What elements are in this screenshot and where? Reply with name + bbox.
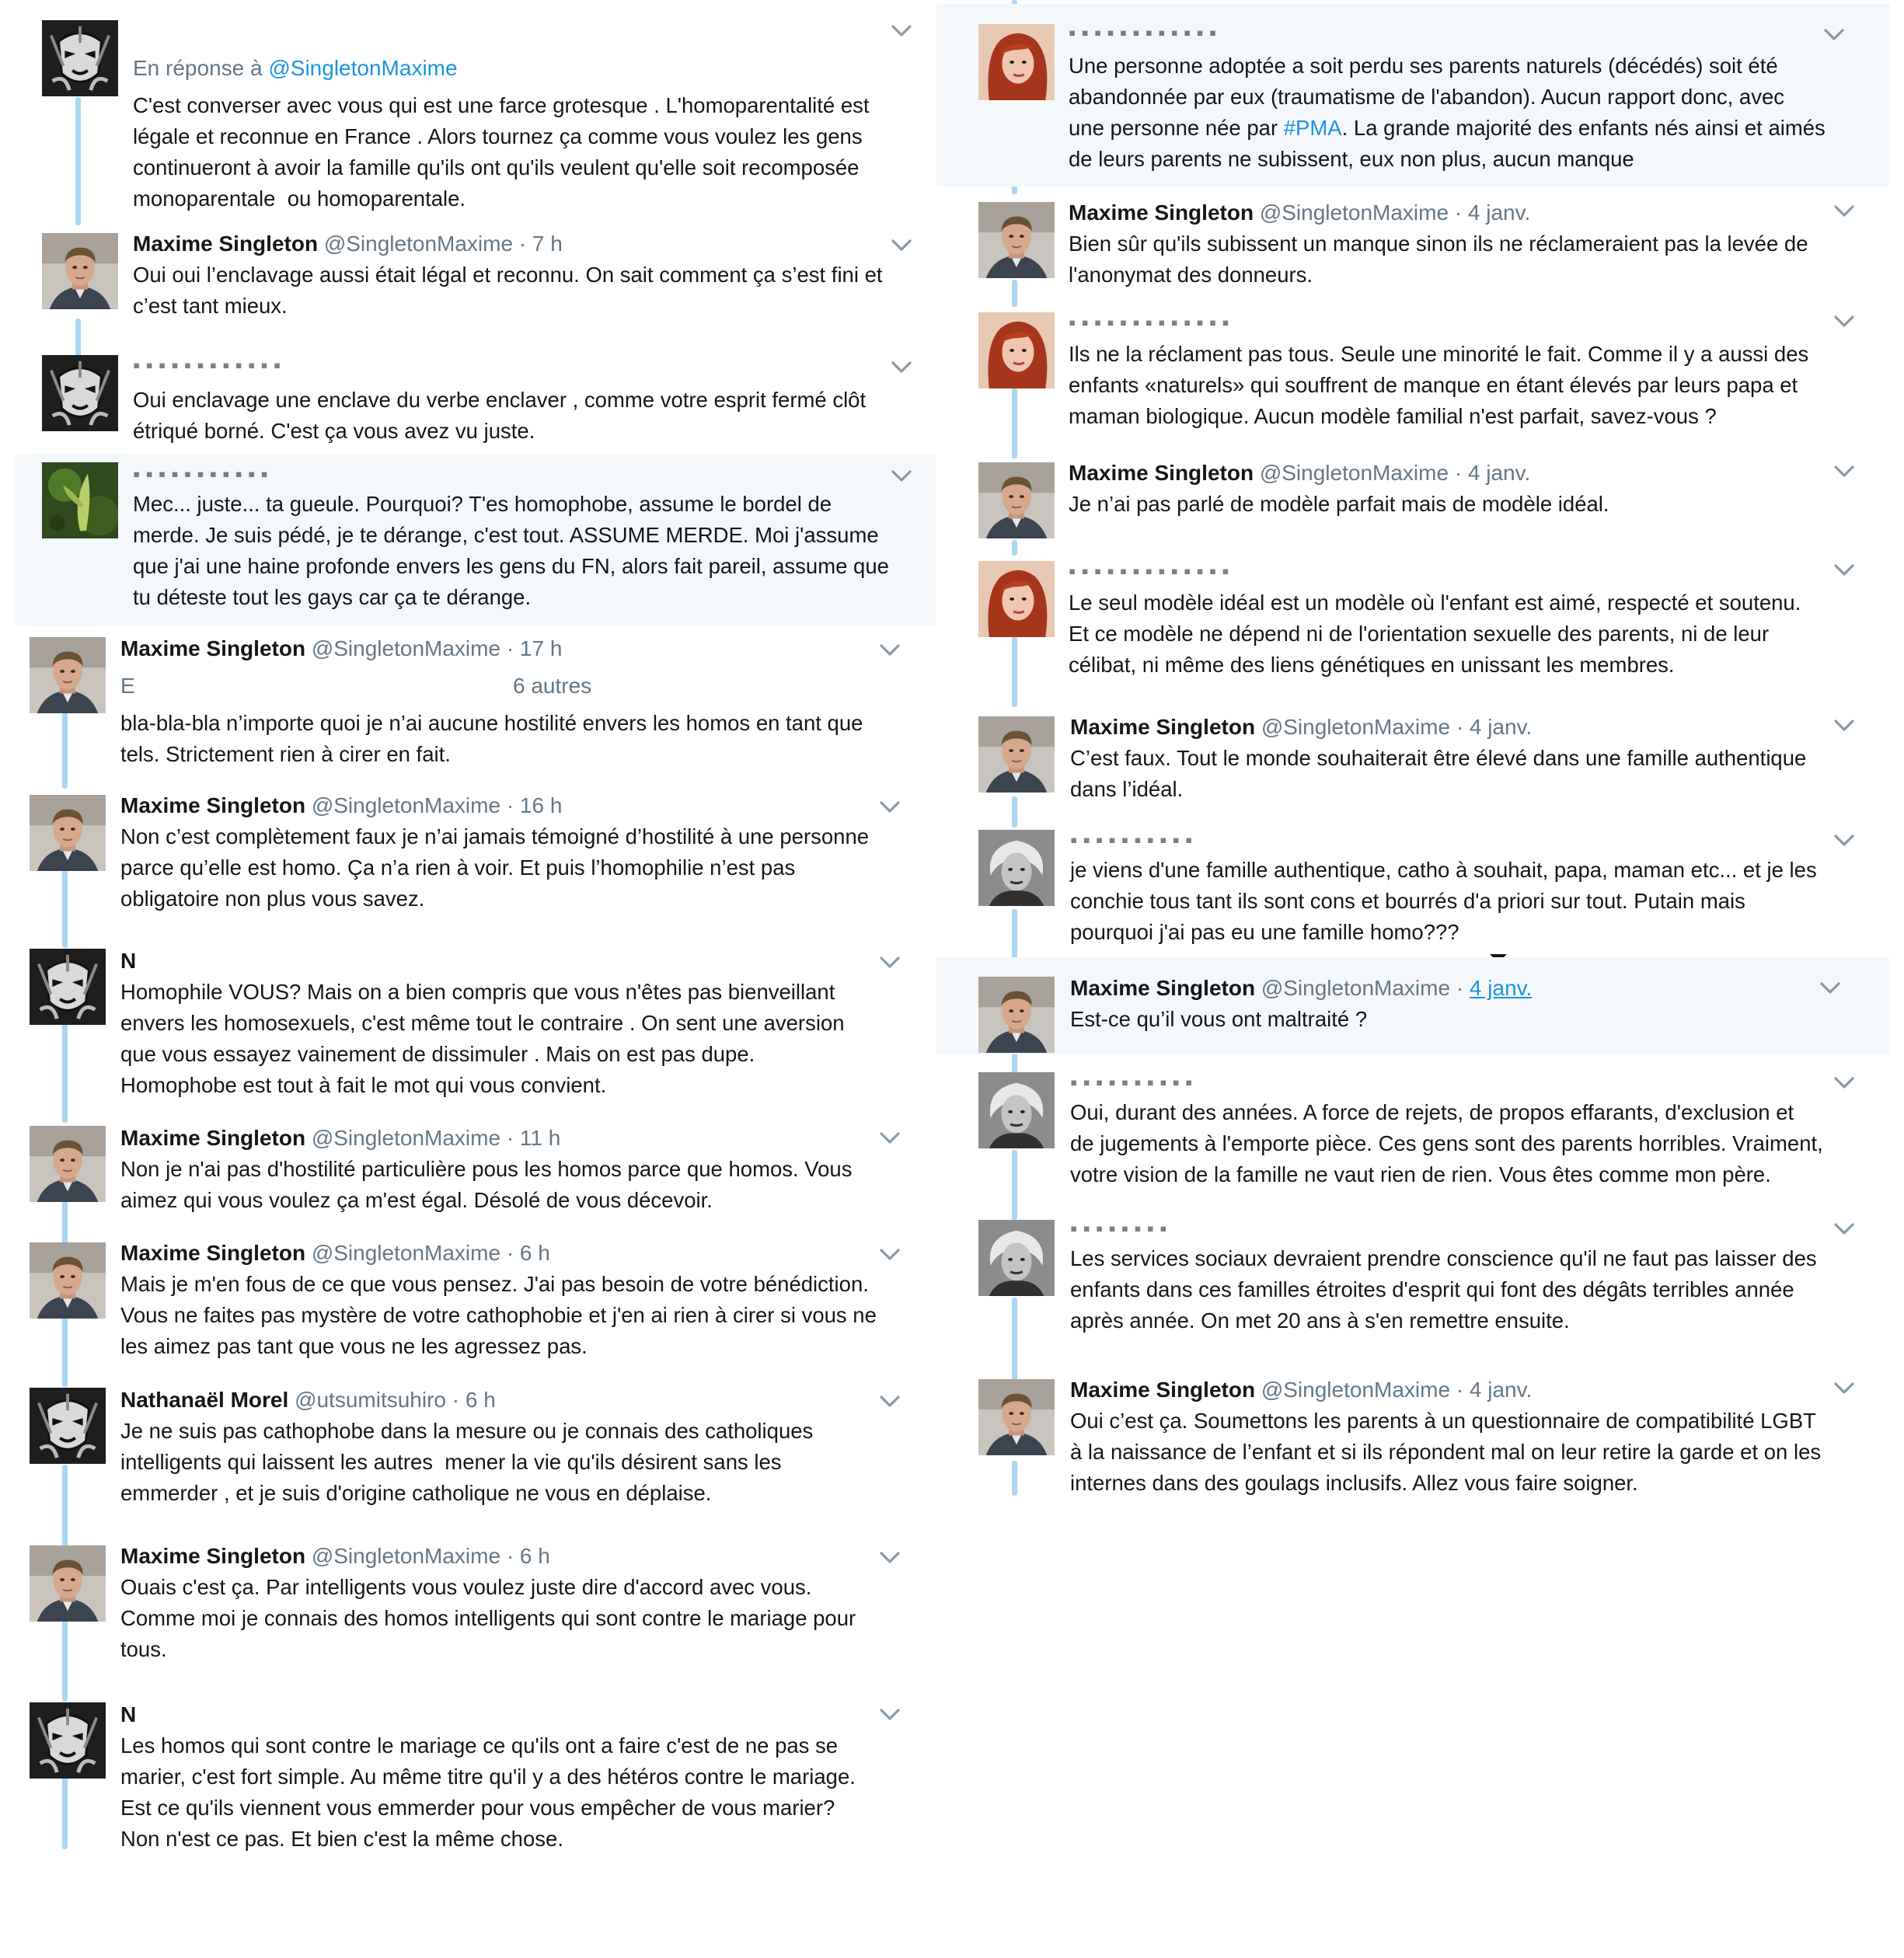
author-handle[interactable]: @SingletonMaxime [323,232,514,256]
avatar[interactable] [30,1388,106,1464]
chevron-down-icon[interactable] [1833,1075,1856,1091]
chevron-down-icon[interactable] [1833,1221,1856,1237]
author-name[interactable]: Maxime Singleton [120,1241,306,1265]
author-handle[interactable]: @SingletonMaxime [1259,200,1449,225]
author-handle[interactable]: @SingletonMaxime [311,793,501,817]
tweet[interactable] [0,354,936,455]
avatar[interactable] [978,561,1055,637]
chevron-down-icon[interactable] [878,1707,901,1723]
author-name[interactable]: Maxime Singleton [1070,1378,1256,1402]
avatar[interactable] [30,1126,106,1202]
tweet-text: Bien sûr qu'ils subissent un manque sinon ils ne réclameraient pas la levée de l'anonymat des donneurs. [1069,232,1808,287]
tweet-header [120,1541,550,1572]
tweet-text: Oui, durant des années. A force de rejets, de propos effarants, d'exclusion et de jugements à l'emporte pièce. Ces gens sont des parents horribles. Vraiment, votre vision de la famille ne vaut rien de rien. Vous êtes comme mon père. [1070,1100,1823,1186]
avatar[interactable] [42,462,118,538]
chevron-down-icon[interactable] [1833,833,1856,848]
author-handle[interactable]: @SingletonMaxime [1259,461,1449,485]
tweet[interactable] [0,1123,936,1224]
avatar[interactable] [30,795,106,871]
tweet[interactable] [936,822,1904,950]
author-name[interactable]: Maxime Singleton [120,793,306,817]
author-name-fragment[interactable]: N [120,1702,137,1726]
avatar[interactable] [978,977,1055,1053]
avatar[interactable] [42,233,118,309]
tweet-text: je viens d'une famille authentique, catho à souhait, papa, maman etc... et je les conchie tous tant ils sont cons et bourrés d'a priori sur tout. Putain mais pourquoi j'ai pas eu une famille homo??? [1070,858,1817,944]
redacted-header: ▪ ▪ ▪ ▪ ▪ ▪ ▪ ▪ ▪ ▪ ▪ [133,462,268,486]
reply-mention-link[interactable]: @SingletonMaxime [268,56,458,80]
tweet-highlighted[interactable] [14,455,936,625]
avatar[interactable] [30,637,106,713]
tweet-date[interactable]: · 11 h [506,1126,561,1150]
chevron-down-icon[interactable] [878,800,901,815]
chevron-down-icon[interactable] [1833,718,1856,733]
author-name[interactable]: Maxime Singleton [1070,976,1256,1000]
tweet-header [120,1699,136,1730]
tweet-text: Ouais c'est ça. Par intelligents vous voulez juste dire d'accord avec vous. Comme moi je connais des homos intelligents qui sont contre le mariage pour tous. [120,1575,856,1661]
right-thread-column [936,0,1904,1958]
tweet-header [120,633,562,664]
redacted-header: ▪ ▪ ▪ ▪ ▪ ▪ ▪ ▪ ▪ ▪ ▪ ▪ [133,354,281,377]
avatar[interactable] [30,1242,106,1319]
avatar[interactable] [978,462,1055,538]
chevron-down-icon[interactable] [1833,464,1856,479]
tweet-text: Les homos qui sont contre le mariage ce qu'ils ont a faire c'est de ne pas se marier, c'est fort simple. Au même titre qu'il y a des hétéros contre le mariage. Est ce qu'ils viennent vous emmerder pour vous empêcher de vous marier? Non n'est ce pas. Et bien c'est la même chose. [120,1733,856,1851]
chevron-down-icon[interactable] [1833,1381,1856,1396]
author-handle[interactable]: @utsumitsuhiro [295,1388,446,1412]
avatar[interactable] [978,312,1055,388]
tweet-highlighted[interactable] [936,4,1890,186]
tweet[interactable] [936,455,1904,544]
chevron-down-icon[interactable] [890,469,913,484]
chevron-down-icon[interactable] [878,1394,901,1409]
tweet-header [120,1123,560,1154]
tweet-header [120,1385,496,1416]
author-name[interactable]: Maxime Singleton [120,636,306,660]
tweet-date[interactable]: · 4 janv. [1454,461,1531,485]
tweet[interactable] [0,1238,936,1378]
author-name-fragment[interactable]: N [120,949,137,973]
left-thread-column [0,0,936,1958]
avatar[interactable] [30,949,106,1025]
tweet-date[interactable]: · 7 h [518,232,563,256]
tweet[interactable] [0,1698,936,1876]
reply-others-link[interactable]: 6 autres [513,674,592,698]
avatar[interactable] [42,20,118,96]
author-name[interactable]: Maxime Singleton [120,1544,306,1568]
tweet-text: Je ne suis pas cathophobe dans la mesure ou je connais des catholiques intelligents qui laissent les autres mener la vie qu'ils désirent sans les emmerder , et je suis d'origine catholique ne vous en déplaise. [120,1419,814,1505]
tweet[interactable] [0,1541,936,1688]
chevron-down-icon[interactable] [878,1131,901,1146]
tweet-header [1070,712,1532,743]
avatar[interactable] [978,1220,1055,1296]
chevron-down-icon[interactable] [890,238,913,253]
tweet-header [1070,1374,1532,1406]
tweet-text: Les services sociaux devraient prendre conscience qu'il ne faut pas laisser des enfants dans ces familles étroites d'esprit qui font des dégâts terribles année après année. On met 20 ans à s'en remettre ensuite. [1070,1246,1817,1333]
chevron-down-icon[interactable] [878,1247,901,1263]
chevron-down-icon[interactable] [890,23,913,39]
tweet-highlighted[interactable] [936,957,1890,1054]
tweet-date-separator: · [1456,976,1464,1000]
author-name[interactable]: Maxime Singleton [133,232,319,256]
chevron-down-icon[interactable] [878,1550,901,1566]
avatar[interactable] [978,716,1055,793]
tweet-text: bla-bla-bla n’importe quoi je n’ai aucune hostilité envers les homos en tant que tels. Strictement rien à cirer en fait. [120,711,863,766]
tweet[interactable] [0,225,936,326]
tweet-text-part: Une personne adoptée a soit perdu ses parents naturels (décédés) soit été abandonnée par eux (traumatisme de l'abandon). Aucun rapport donc, avec une personne née par [1069,54,1784,140]
tweet[interactable] [936,552,1904,692]
avatar[interactable] [978,202,1055,278]
author-handle[interactable]: @SingletonMaxime [311,1544,501,1568]
tweet[interactable] [936,1212,1904,1352]
tweet-date[interactable]: · 6 h [452,1388,496,1412]
tweet-date[interactable]: · 16 h [506,793,563,817]
tweet-date[interactable]: · 4 janv. [1456,715,1533,739]
reply-context [120,671,135,702]
avatar[interactable] [42,355,118,431]
author-handle[interactable]: @SingletonMaxime [1261,1378,1451,1402]
hashtag-link[interactable]: #PMA [1283,116,1342,140]
reply-context [133,53,458,84]
reply-prefix: En réponse à [133,56,263,80]
tweet-header [120,790,562,821]
tweet-text: Non je n'ai pas d'hostilité particulière pous les homos parce que homos. Vous aimez qui vous voulez ça m'est égal. Désolé de vous décevoir. [120,1157,853,1212]
tweet[interactable] [936,303,1904,447]
redacted-header: ▪ ▪ ▪ ▪ ▪ ▪ ▪ ▪ ▪ ▪ ▪ ▪ ▪ [1069,559,1229,583]
avatar[interactable] [978,1379,1055,1455]
avatar[interactable] [30,1545,106,1622]
chevron-down-icon[interactable] [890,360,913,375]
tweet-date[interactable]: · 4 janv. [1456,1378,1533,1402]
avatar[interactable] [30,1702,106,1779]
tweet-header [120,1238,550,1269]
tweet-header [1069,197,1530,228]
author-name[interactable]: Maxime Singleton [1069,200,1254,225]
chevron-down-icon[interactable] [1833,204,1856,219]
tweet-text: Non c’est complètement faux je n’ai jamais témoigné d’hostilité à une personne parce qu’elle est homo. Ça n’a rien à voir. Et puis l’homophilie n’est pas obligatoire non plus vous savez. [120,824,870,911]
avatar[interactable] [978,1072,1055,1148]
tweet-date[interactable]: · 4 janv. [1454,200,1531,225]
author-name[interactable]: Nathanaël Morel [120,1388,289,1412]
tweet[interactable] [936,709,1904,814]
tweet-text: Le seul modèle idéal est un modèle où l'enfant est aimé, respecté et soutenu. Et ce modèle ne dépend ni de l'orientation sexuelle des parents, ni de leur célibat, ni même des liens génétiques en unissant les membres. [1069,591,1801,677]
tweet[interactable] [0,0,936,233]
tweet-date[interactable]: · 6 h [506,1544,550,1568]
avatar[interactable] [978,830,1055,906]
author-handle[interactable]: @SingletonMaxime [1261,976,1451,1000]
tweet-header [133,228,563,260]
tweet-date[interactable]: · 17 h [506,636,563,660]
tweet[interactable] [0,944,936,1111]
tweet-header [1070,973,1532,1004]
tweet-date[interactable]: · 6 h [506,1241,550,1265]
tweet-date-link[interactable]: 4 janv. [1469,976,1533,1000]
author-handle[interactable]: @SingletonMaxime [1261,715,1451,739]
tweet[interactable] [936,1064,1904,1204]
tweet-header [1069,458,1530,489]
author-name[interactable]: Maxime Singleton [120,1126,306,1150]
chevron-down-icon[interactable] [878,643,901,658]
chevron-down-icon[interactable] [1819,981,1842,996]
redacted-header: ▪ ▪ ▪ ▪ ▪ ▪ ▪ ▪ ▪ ▪ ▪ ▪ [1069,21,1217,44]
redacted-header: ▪ ▪ ▪ ▪ ▪ ▪ ▪ ▪ ▪ ▪ [1070,828,1193,852]
tweet-header [120,946,136,977]
tweet-text: Oui oui l’enclavage aussi était légal et reconnu. On sait comment ça s’est fini et c’est tant mieux. [133,263,883,318]
author-handle[interactable]: @SingletonMaxime [311,636,501,660]
redacted-header: ▪ ▪ ▪ ▪ ▪ ▪ ▪ ▪ [1070,1217,1167,1240]
tweet-text-part: . La grande majorité des enfants nés ainsi et aimés de leurs parents ne subissent, eux non plus, aucun manque [1069,116,1826,171]
tweet[interactable] [0,1385,936,1532]
redacted-header: ▪ ▪ ▪ ▪ ▪ ▪ ▪ ▪ ▪ ▪ ▪ ▪ ▪ [1069,311,1229,334]
tweet-text: Mais je m'en fous de ce que vous pensez. J'ai pas besoin de votre bénédiction. Vous ne faites pas mystère de votre cathophobie et j'en ai rien à cirer si vous ne les aimez pas tant que vous ne les agressez pas. [120,1272,877,1358]
tweet-text: Est-ce qu’il vous ont maltraité ? [1070,1007,1368,1031]
tweet-text: Mec... juste... ta gueule. Pourquoi? T'es homophobe, assume le bordel de merde. Je suis pédé, je te dérange, c'est tout. ASSUME MERDE. Moi j'assume que j'ai une haine profonde envers les gens du FN, alors fait pareil, assume que tu déteste tout les gays car ça te dérange. [133,492,889,609]
tweet-text: Je n’ai pas parlé de modèle parfait mais de modèle idéal. [1069,492,1609,516]
avatar[interactable] [978,24,1055,100]
tweet-text: Oui enclavage une enclave du verbe enclaver , comme votre esprit fermé clôt étriqué borné. C'est ça vous avez vu juste. [133,388,867,443]
reply-fragment: E [120,674,135,698]
tweet-text: Ils ne la réclament pas tous. Seule une minorité le fait. Comme il y a aussi des enfants «naturels» qui souffrent de manque en étant élevés par leurs papa et maman biologique. Aucun modèle familial n'est parfait, savez-vous ? [1069,342,1809,428]
tweet-text [1069,51,1826,175]
tweet-text: C’est faux. Tout le monde souhaiterait être élevé dans une famille authentique dans l’idéal. [1070,746,1807,801]
tweet[interactable] [0,790,936,938]
tweet-text: Oui c’est ça. Soumettons les parents à un questionnaire de compatibilité LGBT à la naissance de l’enfant et si ils répondent mal on leur retire la garde et on les internes dans des goulags inclusifs. Allez vous faire soigner. [1070,1409,1822,1495]
author-handle[interactable]: @SingletonMaxime [311,1126,501,1150]
tweet-text: C'est converser avec vous qui est une farce grotesque . L'homoparentalité est légale et reconnue en France . Alors tournez ça comme vous voulez les gens continueront à avoir la famille qu'ils ont qu'ils veulent qu'elle soit recomposée monoparentale ou homoparentale. [133,93,870,211]
chevron-down-icon[interactable] [1833,314,1856,329]
tweet[interactable] [936,1371,1904,1507]
redacted-header: ▪ ▪ ▪ ▪ ▪ ▪ ▪ ▪ ▪ ▪ [1070,1071,1193,1094]
chevron-down-icon[interactable] [1833,563,1856,578]
chevron-down-icon[interactable] [878,955,901,970]
author-name[interactable]: Maxime Singleton [1069,461,1254,485]
author-name[interactable]: Maxime Singleton [1070,715,1256,739]
author-handle[interactable]: @SingletonMaxime [311,1241,501,1265]
tweet-text: Homophile VOUS? Mais on a bien compris que vous n'êtes pas bienveillant envers les homosexuels, c'est même tout le contraire . On sent une aversion que vous essayez vainement de dissimuler . Mais on est pas dupe. Homophobe est tout à fait le mot qui vous convient. [120,980,845,1097]
tweet[interactable] [0,633,936,789]
chevron-down-icon[interactable] [1822,27,1846,43]
tweet[interactable] [936,194,1904,295]
